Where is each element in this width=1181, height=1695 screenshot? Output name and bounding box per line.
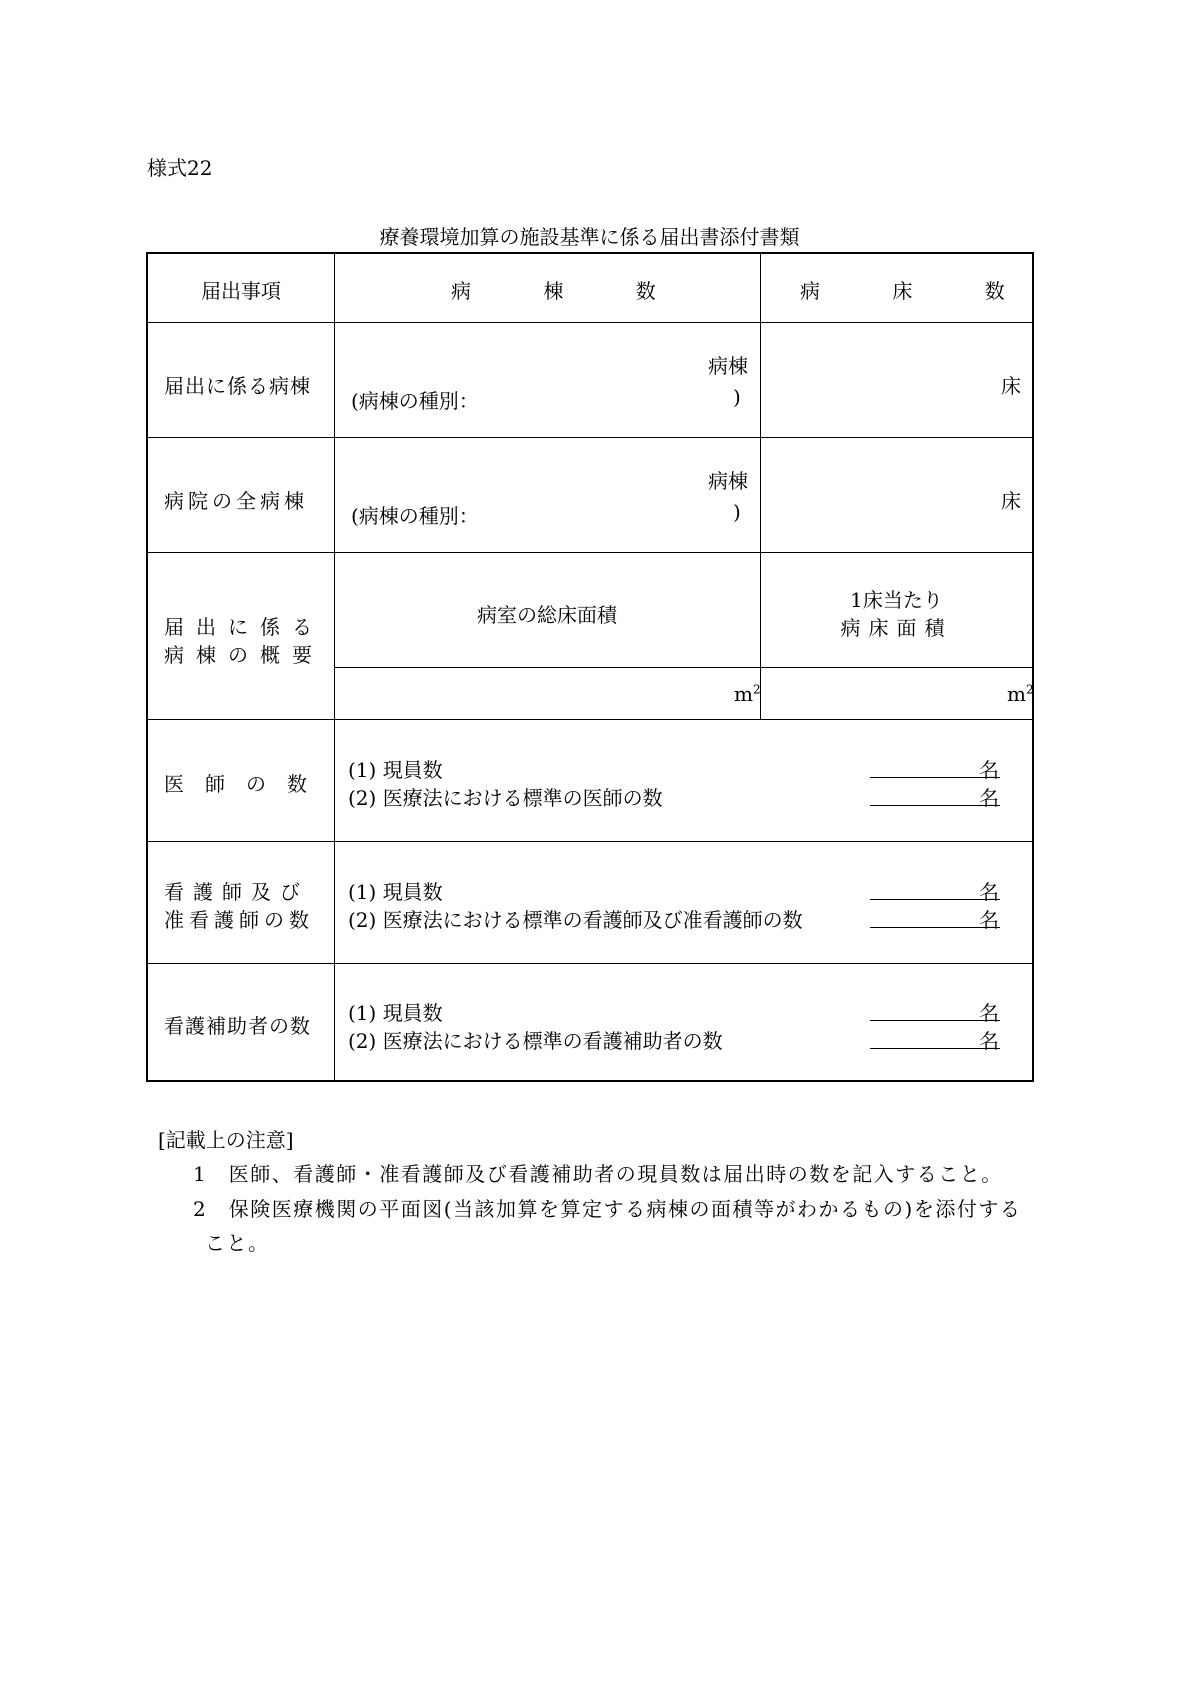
row-divider [148, 437, 1033, 438]
row-divider [148, 552, 1033, 553]
form-table [146, 252, 1038, 1082]
row-divider [148, 841, 1033, 842]
row-label-all-wards: 病院の全病棟 [164, 489, 308, 513]
note-2-line2: こと。 [205, 1231, 270, 1255]
unit-label: 名 [979, 1029, 999, 1053]
row-label-assistants: 看護補助者の数 [164, 1014, 311, 1038]
note-1: 1 医師、看護師・准看護師及び看護補助者の現員数は届出時の数を記入すること。 [193, 1162, 1003, 1186]
row-label-overview-line1: 届出に係る [164, 615, 324, 639]
per-bed-area-line2: 病床面積 [840, 616, 953, 640]
note-2-line1: 2 保険医療機関の平面図(当該加算を算定する病棟の面積等がわかるもの)を添付する [193, 1197, 1022, 1221]
row-divider [148, 963, 1033, 964]
header-ward-count: 病 棟 数 [451, 279, 689, 303]
row-label-notified-wards: 届出に係る病棟 [164, 374, 311, 398]
ward-unit: 病棟 [708, 354, 748, 378]
total-floor-area-label: 病室の総床面積 [477, 603, 617, 627]
column-divider [334, 254, 335, 1080]
assistants-current-label: (1) 現員数 [348, 1001, 443, 1025]
ward-type-close: ) [733, 385, 741, 409]
assistants-standard-label: (2) 医療法における標準の看護補助者の数 [348, 1029, 723, 1053]
area-unit: $m^2$ [734, 682, 761, 706]
ward-unit: 病棟 [708, 469, 748, 493]
doctors-standard-label: (2) 医療法における標準の医師の数 [348, 786, 663, 810]
per-bed-area-line1: 1床当たり [850, 588, 943, 612]
header-bed-count: 病 床 数 [800, 279, 1038, 303]
doctors-current-label: (1) 現員数 [348, 758, 443, 782]
unit-label: 名 [979, 786, 999, 810]
bed-unit: 床 [1001, 374, 1021, 398]
form-id: 様式22 [147, 156, 213, 180]
row-label-nurses-line1: 看護師及び [164, 880, 309, 904]
row-label-overview-line2: 病棟の概要 [164, 643, 324, 667]
notes-header: [記載上の注意] [158, 1128, 294, 1152]
ward-type-label: (病棟の種別： [351, 504, 479, 528]
document-title: 療養環境加算の施設基準に係る届出書添付書類 [379, 225, 800, 249]
unit-label: 名 [979, 908, 999, 932]
ward-type-close: ) [733, 500, 741, 524]
unit-label: 名 [979, 758, 999, 782]
row-label-doctors: 医師の数 [164, 772, 328, 796]
column-divider [760, 254, 761, 719]
unit-label: 名 [979, 880, 999, 904]
row-divider [148, 719, 1033, 720]
unit-label: 名 [979, 1001, 999, 1025]
row-divider [334, 667, 1033, 668]
header-item: 届出事項 [201, 279, 281, 303]
area-unit: $m^2$ [1007, 682, 1034, 706]
nurses-standard-label: (2) 医療法における標準の看護師及び准看護師の数 [348, 908, 803, 932]
row-label-nurses-line2: 准看護師の数 [164, 908, 314, 932]
row-divider [148, 322, 1033, 323]
bed-unit: 床 [1001, 489, 1021, 513]
nurses-current-label: (1) 現員数 [348, 880, 443, 904]
ward-type-label: (病棟の種別： [351, 389, 479, 413]
